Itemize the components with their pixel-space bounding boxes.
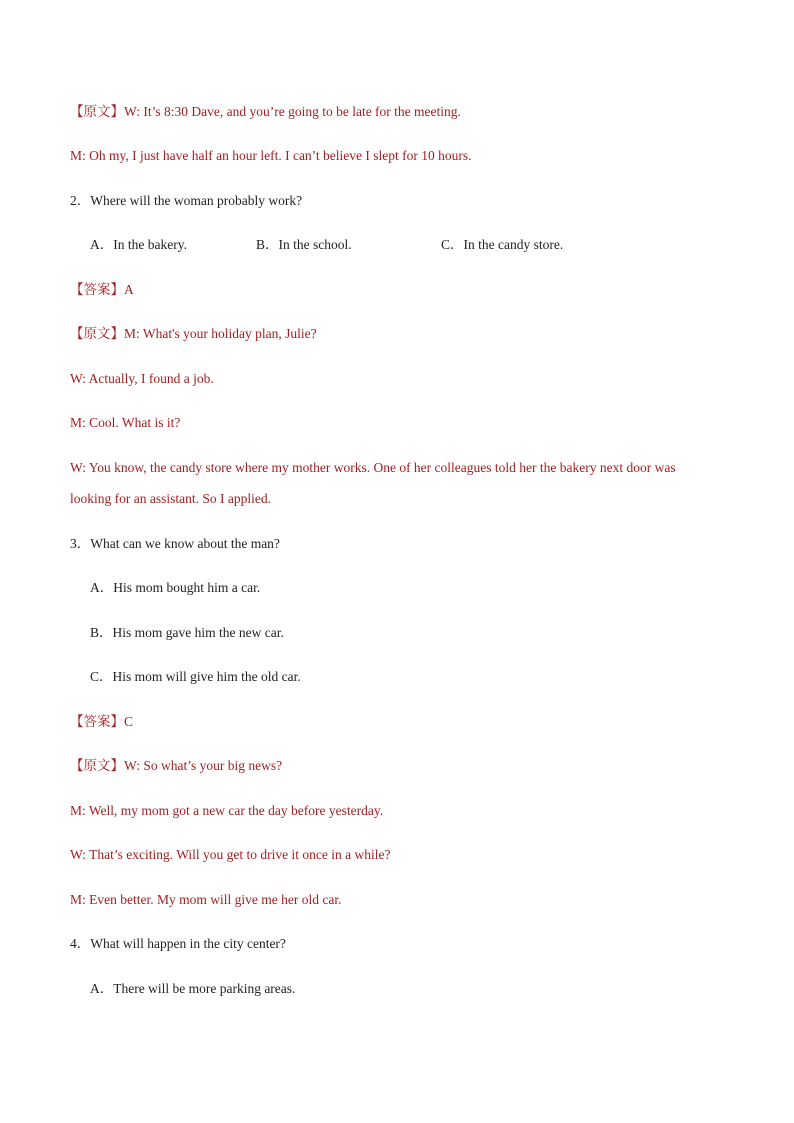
answer-tag: 【答案】 bbox=[70, 714, 124, 729]
transcript-text: M: Even better. My mom will give me her old car. bbox=[70, 892, 342, 907]
option-text: C．His mom will give him the old car. bbox=[90, 669, 301, 684]
transcript-tag: 【原文】 bbox=[70, 104, 124, 119]
transcript-line bbox=[70, 325, 317, 343]
option-b: B．In the school. bbox=[256, 237, 352, 252]
transcript-line bbox=[70, 459, 676, 477]
transcript-text: M: What's your holiday plan, Julie? bbox=[124, 326, 317, 341]
question-2 bbox=[70, 192, 302, 210]
question-text: 3．What can we know about the man? bbox=[70, 536, 280, 551]
option-text: A．His mom bought him a car. bbox=[90, 580, 261, 595]
transcript-line bbox=[70, 802, 383, 820]
option-c: C．In the candy store. bbox=[441, 237, 564, 252]
answer-value: C bbox=[124, 714, 134, 729]
transcript-tag: 【原文】 bbox=[70, 758, 124, 773]
option-a bbox=[90, 579, 260, 597]
transcript-line bbox=[70, 147, 472, 165]
transcript-text: W: So what’s your big news? bbox=[124, 758, 283, 773]
question-text: 2．Where will the woman probably work? bbox=[70, 193, 303, 208]
transcript-text: M: Cool. What is it? bbox=[70, 415, 181, 430]
transcript-text: looking for an assistant. So I applied. bbox=[70, 491, 271, 506]
transcript-line bbox=[70, 891, 341, 909]
transcript-text: W: Actually, I found a job. bbox=[70, 371, 214, 386]
option-a: A．In the bakery. bbox=[90, 237, 187, 252]
transcript-tag: 【原文】 bbox=[70, 326, 124, 341]
transcript-text: W: It’s 8:30 Dave, and you’re going to be late for the meeting. bbox=[124, 104, 461, 119]
transcript-line bbox=[70, 414, 180, 432]
question-3 bbox=[70, 535, 280, 553]
answer-line bbox=[70, 281, 134, 299]
transcript-line bbox=[70, 757, 282, 775]
question-4 bbox=[70, 935, 286, 953]
option-a bbox=[90, 980, 295, 998]
answer-value: A bbox=[124, 282, 134, 297]
transcript-text: M: Well, my mom got a new car the day before yesterday. bbox=[70, 803, 384, 818]
answer-line bbox=[70, 713, 133, 731]
option-c bbox=[90, 668, 301, 686]
transcript-line bbox=[70, 490, 271, 508]
transcript-text: M: Oh my, I just have half an hour left. I can’t believe I slept for 10 hours. bbox=[70, 148, 472, 163]
question-text: 4．What will happen in the city center? bbox=[70, 936, 286, 951]
answer-tag: 【答案】 bbox=[70, 282, 124, 297]
transcript-line bbox=[70, 846, 391, 864]
option-text: B．His mom gave him the new car. bbox=[90, 625, 284, 640]
option-text: A．There will be more parking areas. bbox=[90, 981, 296, 996]
transcript-text: W: You know, the candy store where my mother works. One of her colleagues told her the bakery next door was bbox=[70, 460, 676, 475]
transcript-line bbox=[70, 370, 214, 388]
transcript-line bbox=[70, 103, 461, 121]
option-b bbox=[90, 624, 284, 642]
transcript-text: W: That’s exciting. Will you get to drive it once in a while? bbox=[70, 847, 391, 862]
